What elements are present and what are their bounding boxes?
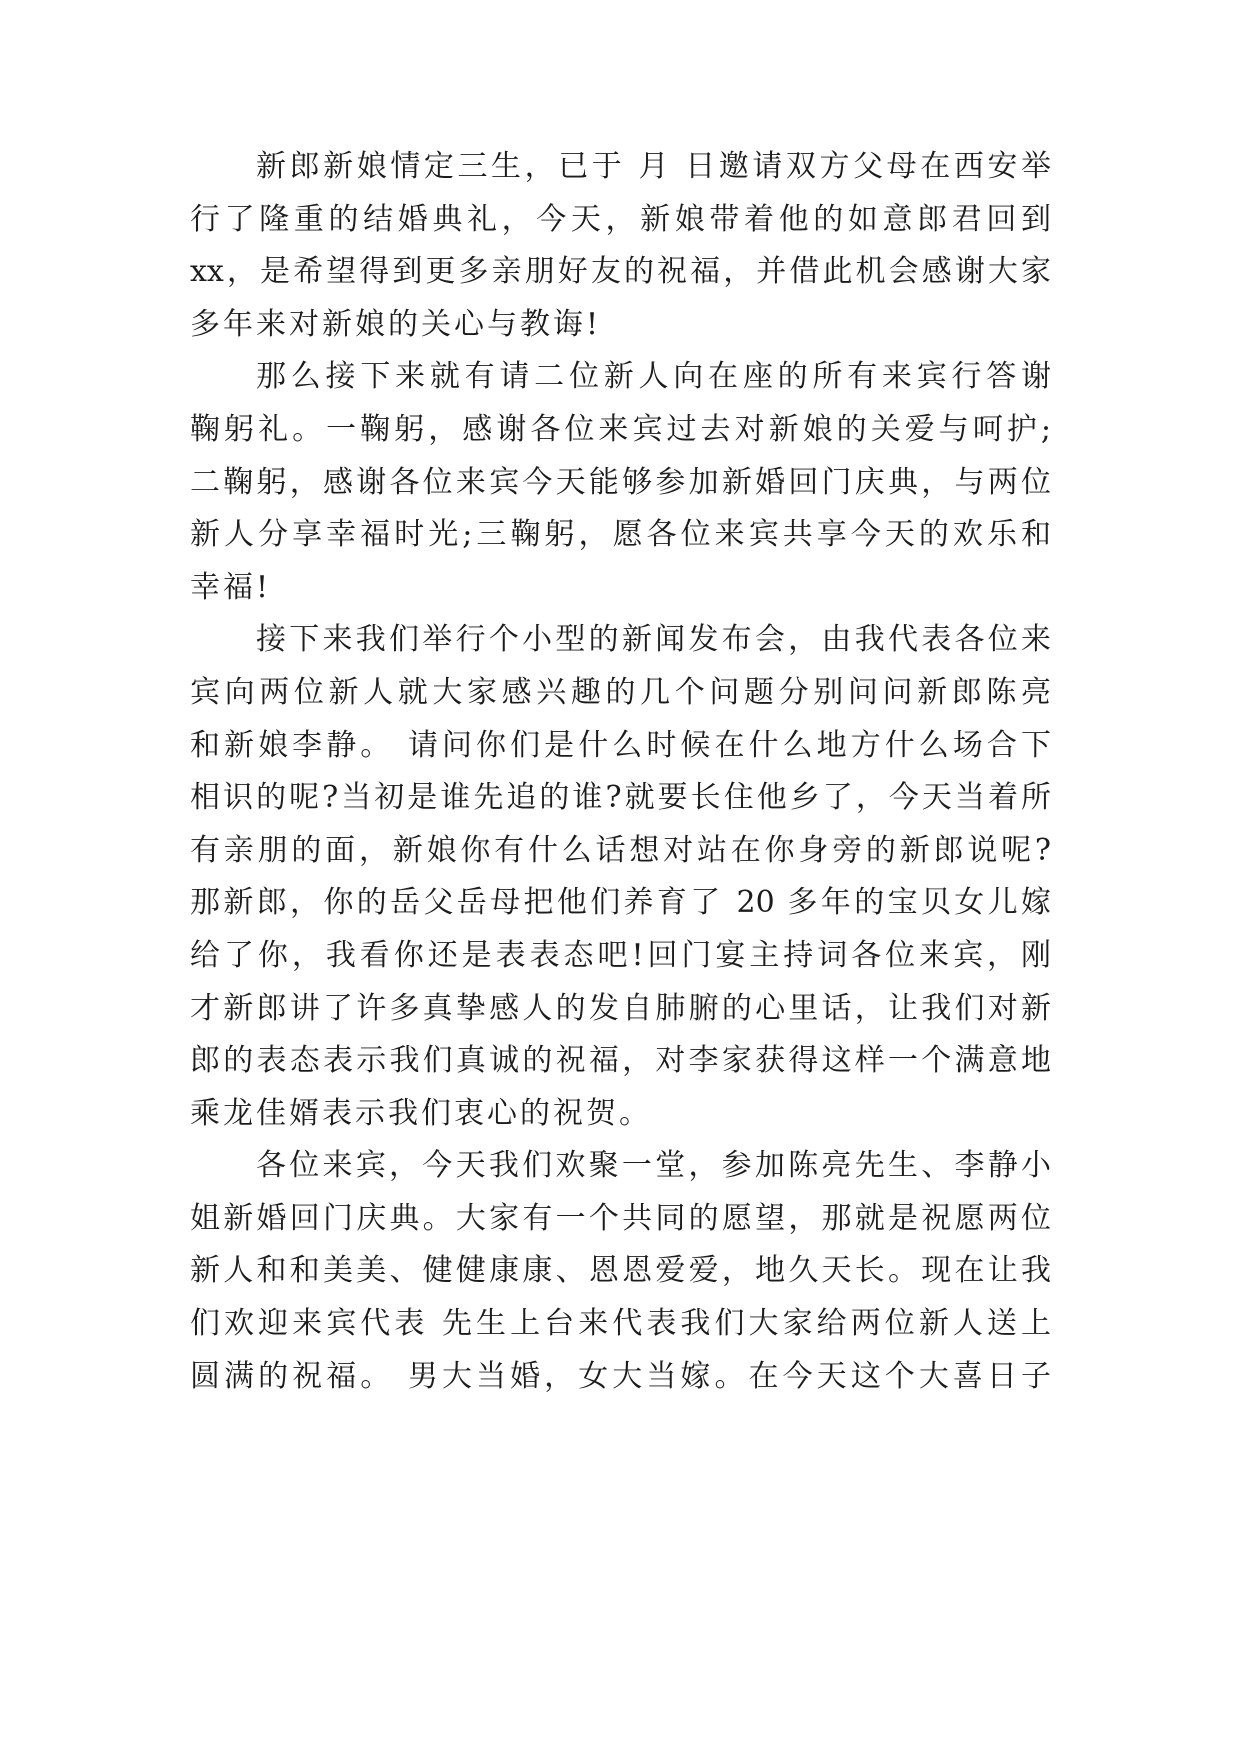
text-line: 们欢迎来宾代表 先生上台来代表我们大家给两位新人送上 (190, 1306, 1051, 1342)
text-line: 那么接下来就有请二位新人向在座的所有来宾行答谢 (256, 359, 1051, 395)
text-line: 幸福! (190, 569, 272, 605)
paragraph (190, 1140, 1051, 1403)
text-line: 鞠躬礼。一鞠躬，感谢各位来宾过去对新娘的关爱与呵护; (190, 411, 1051, 447)
text-line: 才新郎讲了许多真挚感人的发自肺腑的心里话，让我们对新 (190, 990, 1051, 1026)
text-line: 圆满的祝福。 男大当婚，女大当嫁。在今天这个大喜日子 (190, 1358, 1051, 1394)
body-text (190, 141, 1051, 1403)
text-line: 那新郎，你的岳父岳母把他们养育了 20 多年的宝贝女儿嫁 (190, 885, 1051, 921)
text-line: 新郎新娘情定三生，已于 月 日邀请双方父母在西安举 (256, 149, 1051, 184)
text-line: 郎的表态表示我们真诚的祝福，对李家获得这样一个满意地 (190, 1043, 1051, 1079)
text-line: 二鞠躬，感谢各位来宾今天能够参加新婚回门庆典，与两位 (190, 464, 1051, 500)
text-line: 新人和和美美、健健康康、恩恩爱爱，地久天长。现在让我 (190, 1253, 1051, 1289)
text-line: xx，是希望得到更多亲朋好友的祝福，并借此机会感谢大家 (190, 254, 1051, 290)
text-line: 行了隆重的结婚典礼，今天，新娘带着他的如意郎君回到 (190, 201, 1051, 237)
text-line: 和新娘李静。 请问你们是什么时候在什么地方什么场合下 (190, 727, 1051, 763)
text-line: 接下来我们举行个小型的新闻发布会，由我代表各位来 (256, 622, 1051, 658)
text-line: 相识的呢?当初是谁先追的谁?就要长住他乡了，今天当着所 (190, 780, 1051, 816)
text-line: 姐新婚回门庆典。大家有一个共同的愿望，那就是祝愿两位 (190, 1200, 1051, 1236)
text-line: 新人分享幸福时光;三鞠躬，愿各位来宾共享今天的欢乐和 (190, 517, 1051, 553)
paragraph (190, 614, 1051, 1140)
text-line: 有亲朋的面，新娘你有什么话想对站在你身旁的新郎说呢? (190, 832, 1051, 868)
text-line: 宾向两位新人就大家感兴趣的几个问题分别问问新郎陈亮 (190, 674, 1051, 710)
text-line: 给了你，我看你还是表表态吧!回门宴主持词各位来宾，刚 (190, 937, 1051, 973)
paragraph (190, 141, 1051, 351)
paragraph (190, 351, 1051, 614)
text-line: 各位来宾，今天我们欢聚一堂，参加陈亮先生、李静小 (256, 1148, 1051, 1184)
text-line: 乘龙佳婿表示我们衷心的祝贺。 (190, 1095, 652, 1131)
text-line: 多年来对新娘的关心与教诲! (190, 306, 602, 342)
